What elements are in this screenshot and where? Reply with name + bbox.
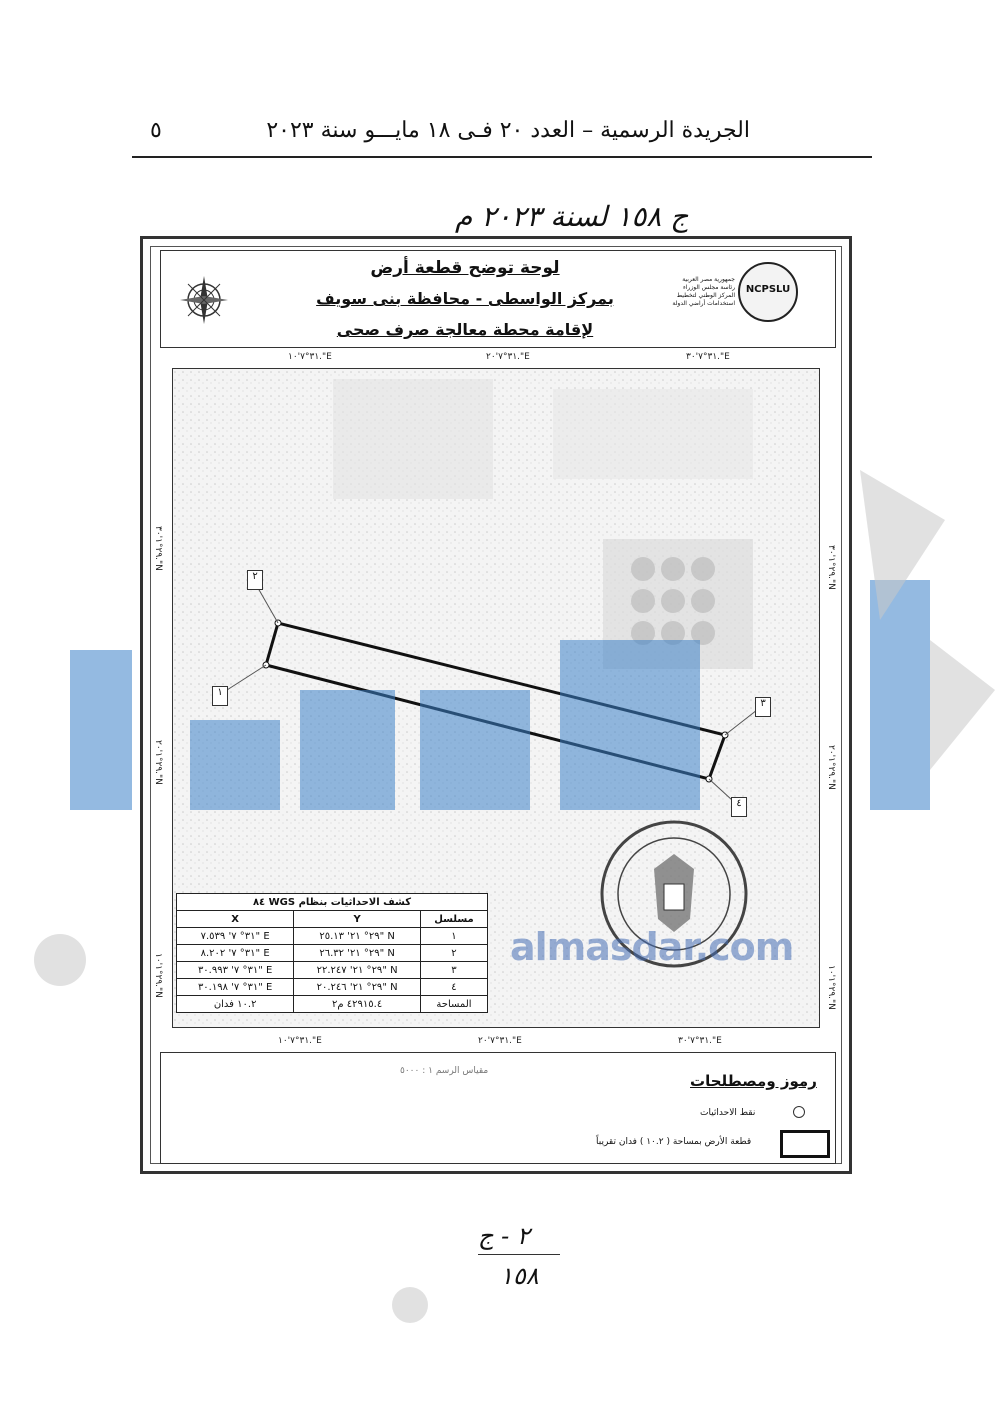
bottom-coord-1: ٣١°٧'١٠."E [278, 1036, 322, 1046]
point-label-3: ٣ [755, 697, 771, 717]
agency-text: جمهورية مصر العربية رئاسة مجلس الوزراء المركز الوطني لتخطيط استخدامات أراضي الدولة [672, 276, 735, 307]
cell-serial: ١ [420, 928, 487, 945]
point-label-1: ١ [212, 686, 228, 706]
header-x: X [177, 911, 294, 928]
cell-y: N "٢٩° ٢١' ٢٠.٢٤٦ [294, 979, 421, 996]
scale-text: مقياس الرسم ١ : ٥٠٠٠ [400, 1066, 489, 1076]
cell-serial: ٣ [420, 962, 487, 979]
left-coord-1: ٢٩°١'٣٠."N [153, 526, 163, 571]
header-serial: مسلسل [420, 911, 487, 928]
cell-serial: ٢ [420, 945, 487, 962]
right-coord-3: ٢٩°١'١٠."N [826, 965, 836, 1010]
point-label-4: ٤ [731, 797, 747, 817]
logo-text: NCPSLU [745, 284, 791, 295]
handwritten-reference: ج ١٥٨ لسنة ٢٠٢٣ م [455, 200, 689, 233]
table-row-area [177, 996, 488, 1013]
table-row [177, 928, 488, 945]
coordinates-table [176, 893, 488, 1013]
page-number: ٥ [150, 118, 162, 143]
table-row [177, 945, 488, 962]
cell-y: N "٢٩° ٢١' ٢٦.٣٢ [294, 945, 421, 962]
left-coord-2: ٢٩°١'٢٠."N [153, 740, 163, 785]
table-row [177, 962, 488, 979]
cell-x: E "٣١° ٧' ٧.٥٣٩ [177, 928, 294, 945]
legend-points-label: نقط الاحداثيات [700, 1108, 756, 1118]
bottom-coord-3: ٣١°٧'٣٠."E [678, 1036, 722, 1046]
legend-land-label: قطعة الأرض بمساحة ( ١٠.٢ ) فدان تقريباً [596, 1137, 752, 1147]
bottom-coord-2: ٣١°٧'٢٠."E [478, 1036, 522, 1046]
point-symbol-icon [793, 1106, 805, 1118]
point-label-2: ٢ [247, 570, 263, 590]
cell-x: E "٣١° ٧' ٣٠.١٩٨ [177, 979, 294, 996]
right-coord-2: ٢٩°١'٢٠."N [826, 745, 836, 790]
handwriting-divider [478, 1254, 560, 1255]
left-coord-3: ٢٩°١'١٠."N [153, 953, 163, 998]
top-coord-1: ٣١°٧'١٠."E [288, 352, 332, 362]
table-row [177, 979, 488, 996]
cell-x: E "٣١° ٧' ٣٠.٩٩٣ [177, 962, 294, 979]
cell-x: E "٣١° ٧' ٨.٢٠٢ [177, 945, 294, 962]
cell-y: N "٢٩° ٢١' ٢٥.١٣ [294, 928, 421, 945]
header-y: Y [294, 911, 421, 928]
cell-y: N "٢٩° ٢١' ٢٢.٢٤٧ [294, 962, 421, 979]
top-coord-3: ٣١°٧'٣٠."E [686, 352, 730, 362]
right-coord-1: ٢٩°١'٣٠."N [826, 545, 836, 590]
map-title-line-1: لوحة توضح قطعة أرض [370, 258, 560, 278]
table-title: كشف الاحداثيات بنظام WGS ٨٤ [177, 894, 488, 911]
map-title-line-3: لإقامة محطة معالجة صرف صحى [336, 320, 594, 339]
bottom-handwriting-2: ١٥٨ [500, 1262, 539, 1290]
top-coord-2: ٣١°٧'٢٠."E [486, 352, 530, 362]
cell-area-label: المساحة [420, 996, 487, 1013]
cell-serial: ٤ [420, 979, 487, 996]
legend-title: رموز ومصطلحات [690, 1072, 817, 1090]
cell-area-feddan: ١٠.٢ فدان [177, 996, 294, 1013]
cell-area-m2: ٤٢٩١٥.٤ م٢ [294, 996, 421, 1013]
land-symbol-icon [780, 1130, 830, 1158]
site-watermark: almasdar.com [510, 925, 794, 969]
map-title-line-2: بمركز الواسطى - محافظة بنى سويف [316, 289, 614, 308]
gazette-title: الجريدة الرسمية – العدد ٢٠ فـى ١٨ مايـــو سنة ٢٠٢٣ [266, 118, 750, 143]
bottom-handwriting-1: ٢ - ج [478, 1222, 530, 1250]
